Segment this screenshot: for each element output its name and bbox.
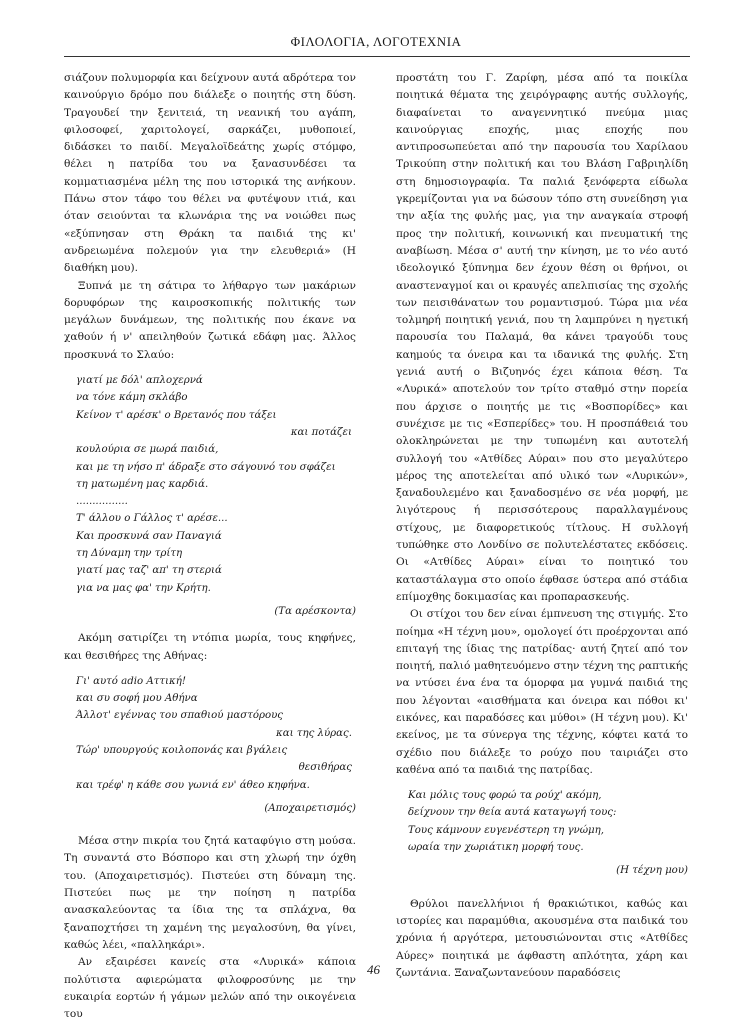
poem-line: Κείνον τ' αρέσκ' ο Βρετανός που τάξει [76, 409, 277, 421]
left-paragraph-4: Μέσα στην πικρία του ζητά καταφύγιο στη μούσα. Τη συναντά στο Βόσπορο και στη χλωρή την όχθη του. (Αποχαιρετισμός). Πιστεύει στη δύναμη της. Πιστεύει πως με την ποίηση η πατρίδα ανασκαλεύοντας τα ίδια της τα σπλάχνα, θα ξαναποχτήσει τη χαμένη της μεγαλοσύνη, θα γίνει, καθώς λέει, «παλληκάρι». [64, 835, 356, 951]
poem-line: να τόνε κάμη σκλάβο [76, 392, 188, 404]
right-paragraph-2: Οι στίχοι του δεν είναι έμπνευση της στιγμής. Στο ποίημα «Η τέχνη μου», ομολογεί ότι προέρχονται από επιταγή της ίδιας της πατρίδας· αυτή ζητεί από τον ποιητή, παλιό μαθητευόμενο στην τέχνη της ραπτικής να ντύσει ένα ένα τα όμορφα μα γυμνά παιδιά της που λέγονται «αισθήματα και όνειρα και πόθοι κι' εικόνες, και παραδόσες και μύθοι» (Η τέχνη μου). Κι' εκείνος, με τα σύνεργα της τέχνης, κόφτει κατά το σχέδιο που διάλεξε το ρούχο που ταιριάζει στο καθένα από τα παιδιά της πατρίδας. [396, 608, 688, 776]
poem-line: Τώρ' υπουργούς κοιλοπονάς και βγάλεις [76, 744, 288, 756]
left-column [64, 70, 356, 1023]
poem-attribution: (Αποχαιρετισμός) [264, 802, 356, 814]
left-paragraph-5: Αν εξαιρέσει κανείς στα «Λυρικά» κάποια πολύτιστα αφιερώματα φιλοφροσύνης με την ευκαιρία εορτών ή γάμων μελών από την οικογένεια του [64, 956, 356, 1021]
poem-line: Γι' αυτό adio Αττική! [76, 675, 186, 687]
poem-line: και με τη νήσο π' άδραξε στο σάγουνό του σφάζει [76, 461, 336, 473]
right-paragraph-1: προστάτη του Γ. Ζαρίφη, μέσα από τα ποικίλα ποιητικά θέματα της χειρόγραφης αυτής συλλογής, διαφαίνεται το αναγεννητικό πνεύμα μιας καινούργιας εποχής, μιας εποχής που αντιπροσωπεύεται από την παρουσία του Χαρίλαου Τρικούπη στην πολιτική και του Βλάση Γαβριηλίδη στη δημοσιογραφία. Τα παλιά ξενόφερτα είδωλα γκρεμίζονται για να δώσουν τόπο στη συνείδηση για την αξία της φυλής μας, για την αναγκαία στροφή προς την πολιτική, κοινωνική και πνευματική της αναβίωση. Μέσα σ' αυτή την κίνηση, με το νέο αυτό ιδεολογικό ξύπνημα δεν έχουν θέση οι θρήνοι, οι αναστεναγμοί και οι κραυγές απελπισίας της σχολής των πεισιθάνατων του ρομαντισμού. Τώρα μια νέα τολμηρή ποιητική γενιά, που τη λαμπρύνει η ηγετική παρουσία του Παλαμά, θα κάνει τραγούδι τους καημούς τα όνειρα και τα ιδανικά της φυλής. Στη γενιά αυτή ο Βιζυηνός έχει κάποια θέση. Τα «Λυρικά» αποτελούν τον τρίτο σταθμό στην πορεία που άρχισε ο ποιητής με τις «Βοσπορίδες» και συνέχισε με τις «Εσπερίδες» του. Η προσπάθειά του ολοκληρώνεται με την τυπωμένη και αυτοτελή συλλογή του «Ατθίδες Αύραι» που στο μεγαλύτερο μέρος της αποτελείται από υλικό των «Λυρικών», ξαναδουλεμένο και ξαναδοσμένο σε νέα μορφή, με λιγότερους ή περισσότερους παραλλαγμένους στίχους, με διαφορετικούς τίτλους. Η συλλογή τυπώθηκε στο Λονδίνο σε πολυτελέστατες εκδόσεις. Οι «Ατθίδες Αύραι» είναι το ποιητικό του καταστάλαγμα στο οποίο έφθασε ύστερα από στάδια επίμοχθης δοκιμασίας και προπαρασκευής. [396, 72, 688, 603]
poem-line: Τους κάμνουν ευγενέστερη τη γνώμη, [408, 824, 604, 836]
poem-line: και της λύρας. [276, 727, 352, 739]
poem-line: κουλούρια σε μωρά παιδιά, [76, 444, 219, 456]
poem-i-texni-mou [396, 787, 688, 856]
poem-ta-areskonta [64, 372, 356, 597]
right-paragraph-3: Θρύλοι πανελλήνιοι ή θρακιώτικοι, καθώς και ιστορίες και παραμύθια, ακουσμένα στα παιδικά του χρόνια ή αργότερα, μετουσιώνονται στις «Ατθίδες Αύρες» ποιητικά με άφθαστη απλότητα, χάρη και ζωντάνια. Ξαναζωντανεύουν παραδόσεις [396, 897, 688, 979]
poem-line: θεσιθήρας [298, 762, 352, 774]
left-paragraph-1: σιάζουν πολυμορφία και δείχνουν αυτά αδρότερα τον καινούργιο δρόμο που διάλεξε ο ποιητής στη δύση. Τραγουδεί την ξενιτειά, τη νεανική του αγάπη, φιλοσοφεί, χαριτολογεί, σαρκάζει, μυθοποιεί, διδάσκει το παιδί. Μεγαλοϊδεάτης χωρίς στόμφο, θέλει η πατρίδα του να ξανασυνδέσει τα κομματιασμένα μέλη της που ιστορικά της ανήκουν. Πάνω στον τάφο του θέλει να φυτέψουν ιτιά, και όταν σειούνται τα κλωνάρια της να νοιώθει πως «εξύπνησαν στη Θράκη τα παιδιά της κι' ανδρειωμένα πολεμούν για την ελευθεριά» (Η διαθήκη μου). [64, 72, 356, 275]
poem-line: δείχνουν την θεία αυτά καταγωγή τους: [408, 807, 617, 819]
poem-apoxairetismos [64, 673, 356, 794]
poem-line: και συ σοφή μου Αθήνα [76, 693, 198, 705]
poem-ellipsis: ................ [76, 496, 128, 508]
right-column [396, 70, 688, 982]
left-paragraph-3: Ακόμη σατιρίζει τη ντόπια μωρία, τους κηφήνες, και θεσιθήρες της Αθήνας: [64, 632, 356, 662]
poem-attribution: (Τα αρέσκοντα) [274, 605, 356, 617]
poem-line: και ποτάζει [290, 426, 352, 438]
poem-attribution: (Η τέχνη μου) [616, 865, 688, 877]
poem-line: Και μόλις τους φορώ τα ρούχ' ακόμη, [408, 790, 602, 802]
poem-line: για να μας φα' την Κρήτη. [76, 582, 211, 594]
poem-line: τη Δύναμη την τρίτη [76, 548, 183, 560]
header-rule [64, 56, 690, 57]
running-header: ΦΙΛΟΛΟΓΙΑ, ΛΟΓΟΤΕΧΝΙΑ [290, 34, 462, 49]
page-number: 46 [367, 962, 380, 977]
poem-line: και τρέφ' η κάθε σου γωνιά εν' άθεο κηφήνα. [76, 779, 310, 791]
poem-line: ωραία την χωριάτικη μορφή τους. [408, 842, 584, 854]
poem-line: Τ' άλλου ο Γάλλος τ' αρέσε... [76, 513, 228, 525]
poem-line: γιατί με δόλ' απλοχερνά [76, 375, 203, 387]
poem-line: γιατί μας ταζ' απ' τη στεριά [76, 565, 222, 577]
poem-line: Και προσκυνά σαν Παναγιά [76, 530, 222, 542]
poem-line: τη ματωμένη μας καρδιά. [76, 478, 209, 490]
left-paragraph-2: Ξυπνά με τη σάτιρα το λήθαργο των μακάριων δορυφόρων της καιροσκοπικής πολιτικής των μεγάλων δυνάμεων, της πολιτικής που έκανε να χαθούν ή ν' απειληθούν ζωτικά εδάφη μας. Άλλος προσκυνά το Σλαύο: [64, 279, 356, 361]
poem-line: Άλλοτ' εγέννας του σπαθιού μαστόρους [76, 710, 283, 722]
